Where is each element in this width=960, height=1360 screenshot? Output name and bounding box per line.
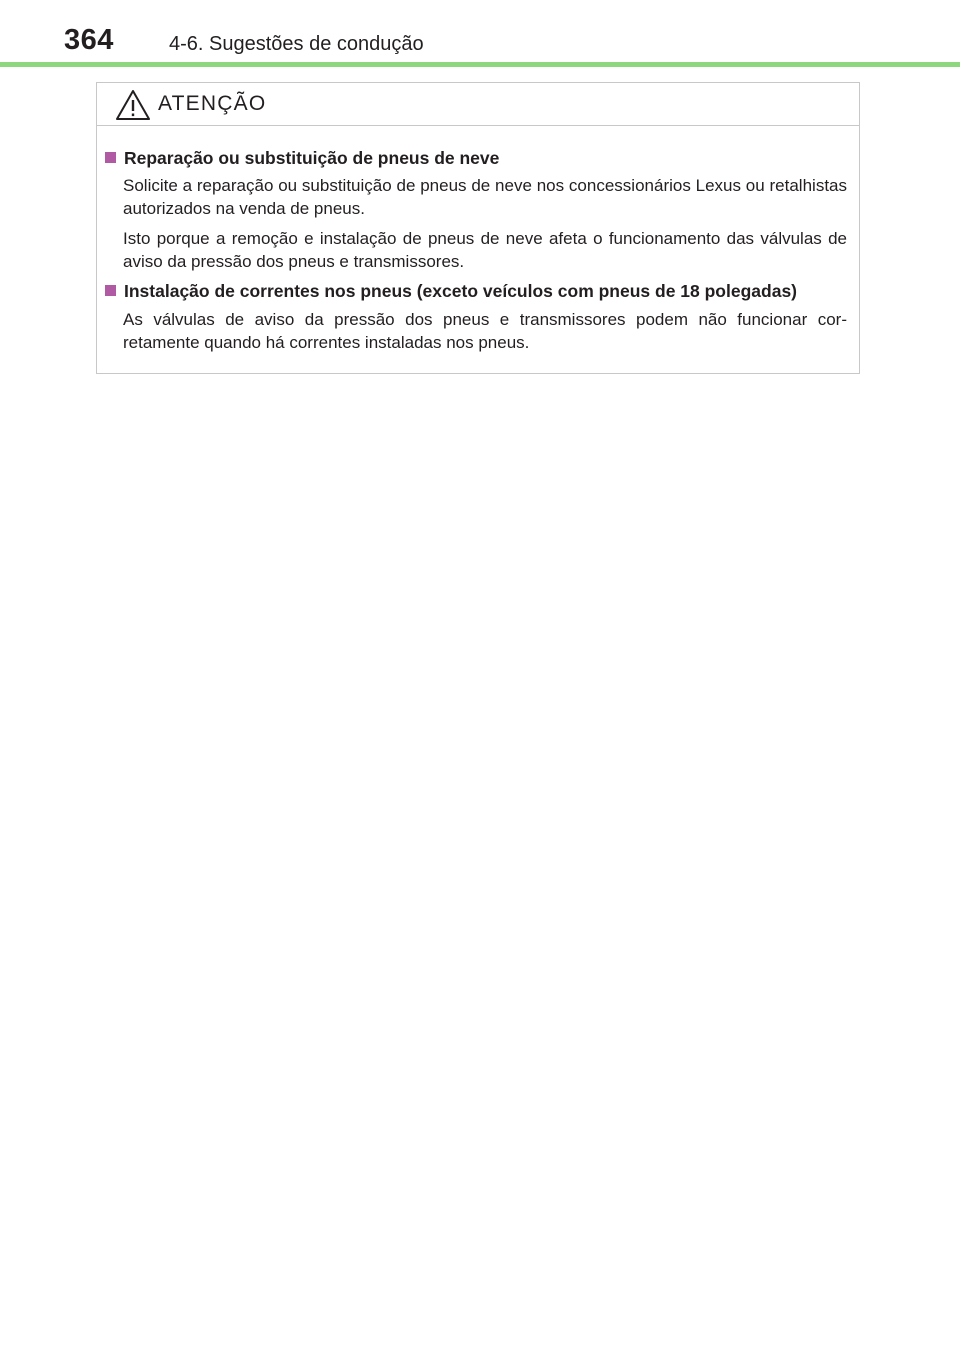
caution-header <box>97 83 859 126</box>
bullet-square-icon <box>105 285 116 296</box>
warning-triangle-icon <box>115 89 151 121</box>
caution-title: ATENÇÃO <box>158 92 267 115</box>
bullet-square-icon <box>105 152 116 163</box>
item-heading-text: Instalação de correntes nos pneus (exceto veículos com pneus de 18 polegadas) <box>124 281 797 301</box>
item-heading-text: Reparação ou substituição de pneus de neve <box>124 148 500 168</box>
page-header <box>0 0 960 70</box>
header-rule <box>0 62 960 67</box>
section-title: 4-6. Sugestões de condução <box>169 33 424 55</box>
page-number: 364 <box>64 24 114 56</box>
item-heading-snow-tires <box>105 146 499 170</box>
paragraph: As válvulas de aviso da pressão dos pneus e transmissores podem não funcionar cor-retamente quando há correntes instaladas nos pneus. <box>123 310 847 352</box>
caution-box <box>96 82 860 374</box>
paragraph: Isto porque a remoção e instalação de pneus de neve afeta o funcionamento das válvulas de aviso da pressão dos pneus e transmissores. <box>123 229 847 271</box>
item-heading-tire-chains <box>105 279 797 303</box>
paragraph: Solicite a reparação ou substituição de pneus de neve nos concessionários Lexus ou retalhistas autorizados na venda de pneus. <box>123 176 847 218</box>
